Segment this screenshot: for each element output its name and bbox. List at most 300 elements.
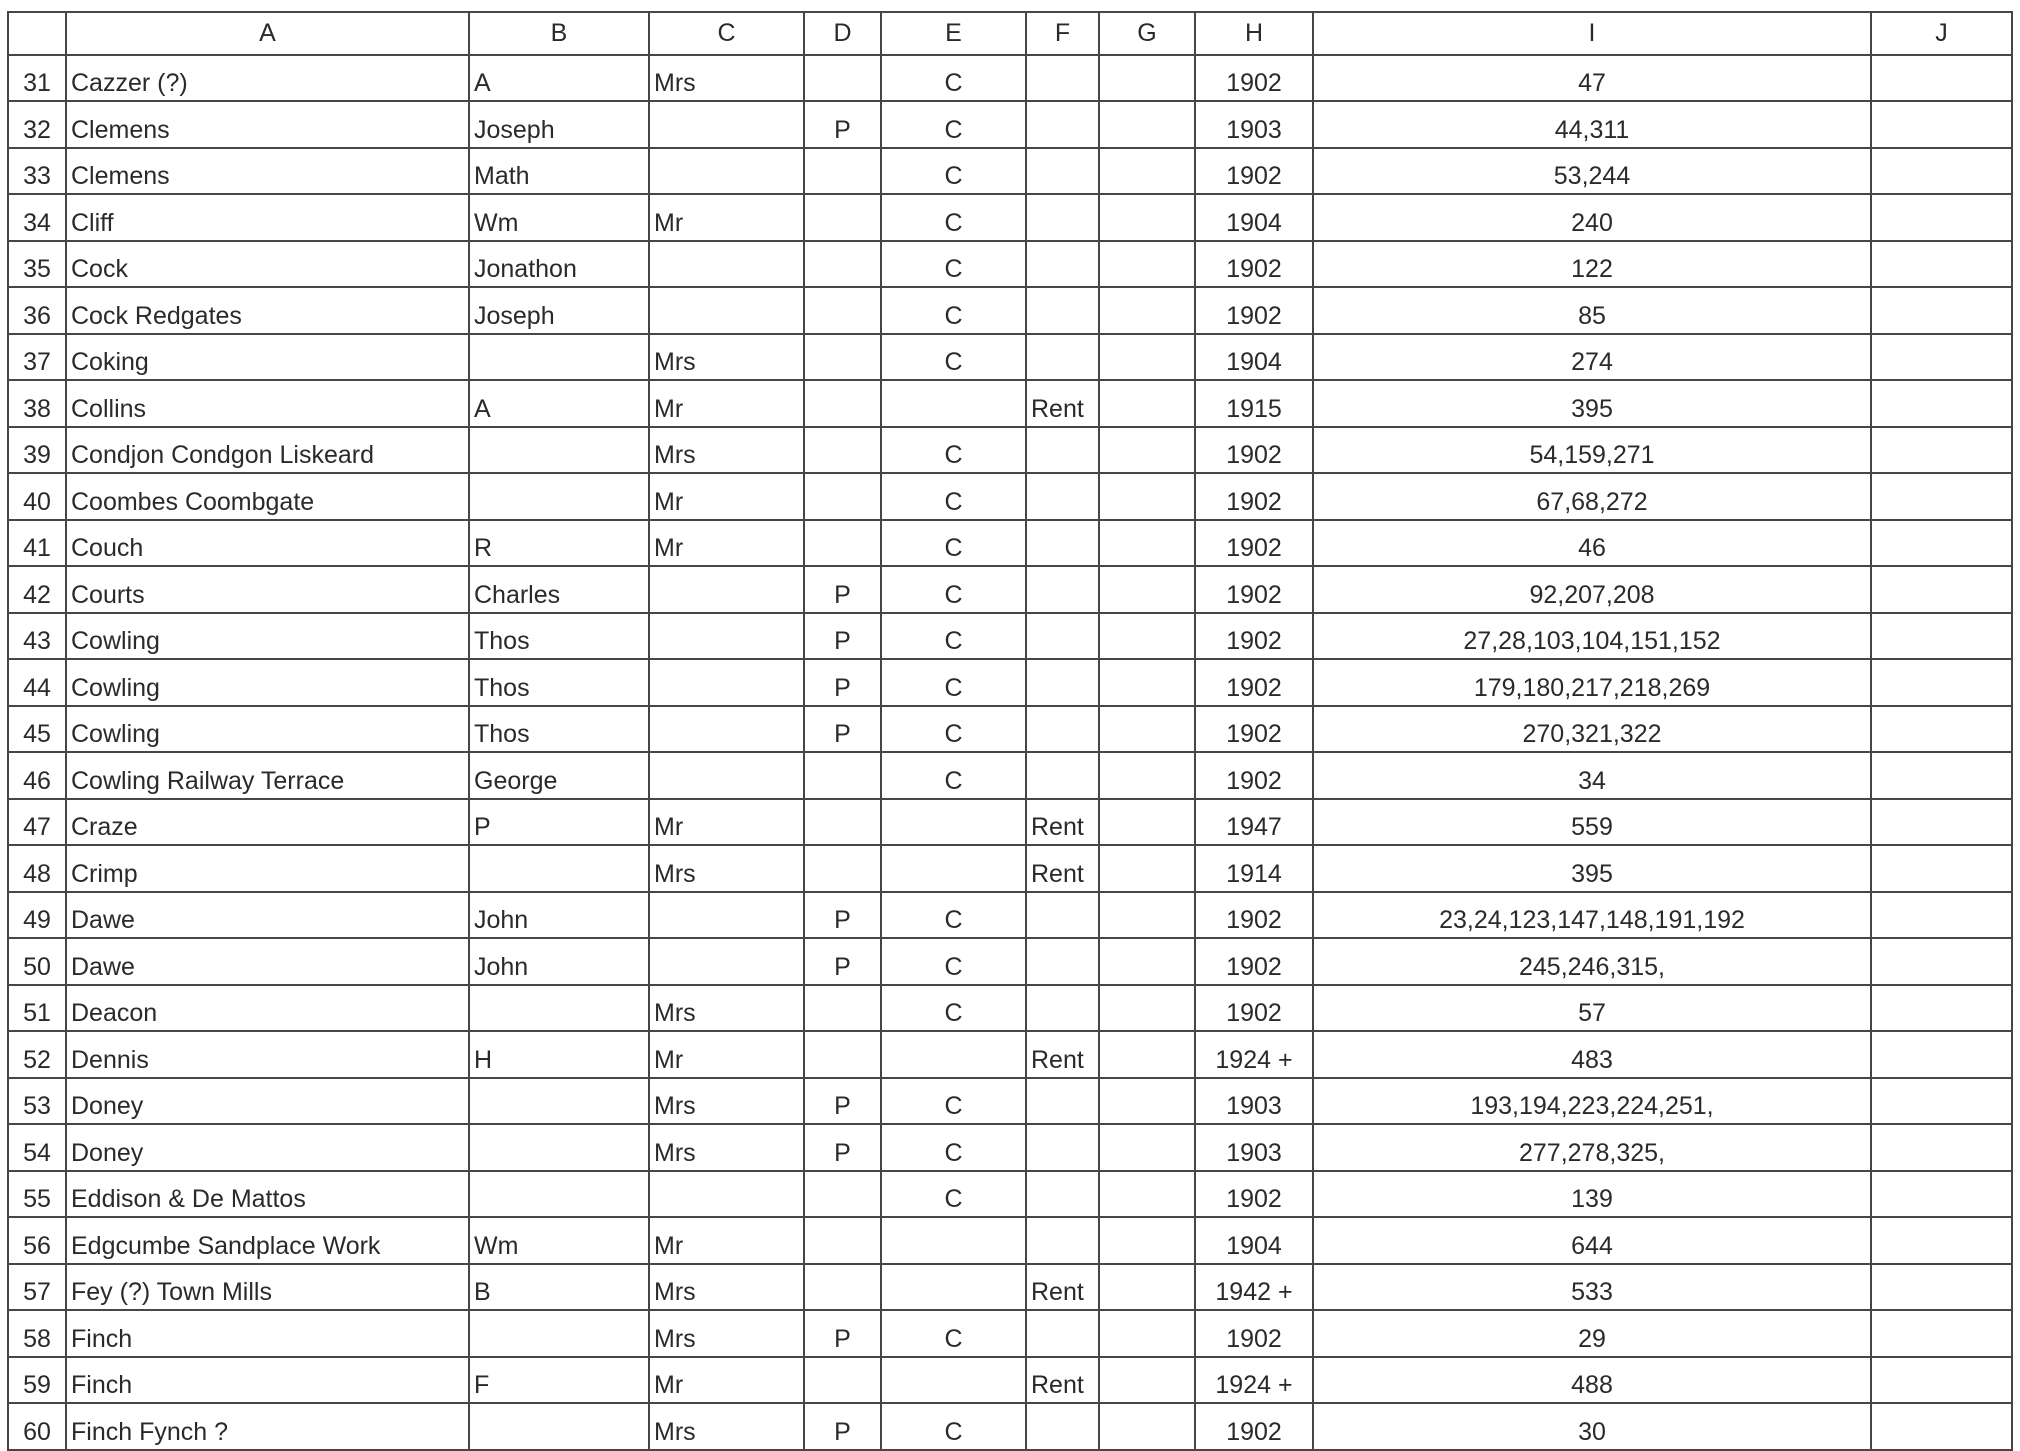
column-header-f[interactable]: F bbox=[1026, 12, 1099, 55]
cell-c[interactable]: Mrs bbox=[649, 845, 804, 892]
cell-d[interactable]: P bbox=[804, 101, 881, 148]
cell-j[interactable] bbox=[1871, 1078, 2012, 1125]
cell-h[interactable]: 1902 bbox=[1195, 938, 1313, 985]
cell-b[interactable]: F bbox=[469, 1357, 649, 1404]
cell-e[interactable]: C bbox=[881, 1403, 1026, 1450]
cell-e[interactable]: C bbox=[881, 194, 1026, 241]
cell-j[interactable] bbox=[1871, 659, 2012, 706]
row-number[interactable]: 60 bbox=[8, 1403, 66, 1450]
cell-j[interactable] bbox=[1871, 1124, 2012, 1171]
cell-b[interactable]: H bbox=[469, 1031, 649, 1078]
cell-g[interactable] bbox=[1099, 148, 1195, 195]
cell-j[interactable] bbox=[1871, 1264, 2012, 1311]
cell-i[interactable]: 644 bbox=[1313, 1217, 1871, 1264]
cell-c[interactable]: Mrs bbox=[649, 1078, 804, 1125]
cell-c[interactable]: Mr bbox=[649, 1031, 804, 1078]
cell-j[interactable] bbox=[1871, 101, 2012, 148]
row-number[interactable]: 31 bbox=[8, 55, 66, 102]
cell-h[interactable]: 1902 bbox=[1195, 659, 1313, 706]
cell-b[interactable] bbox=[469, 985, 649, 1032]
cell-i[interactable]: 533 bbox=[1313, 1264, 1871, 1311]
cell-j[interactable] bbox=[1871, 566, 2012, 613]
cell-f[interactable] bbox=[1026, 194, 1099, 241]
cell-c[interactable]: Mrs bbox=[649, 1124, 804, 1171]
cell-f[interactable] bbox=[1026, 241, 1099, 288]
cell-e[interactable]: C bbox=[881, 1124, 1026, 1171]
cell-b[interactable] bbox=[469, 1403, 649, 1450]
row-number[interactable]: 53 bbox=[8, 1078, 66, 1125]
cell-h[interactable]: 1903 bbox=[1195, 1124, 1313, 1171]
row-number[interactable]: 36 bbox=[8, 287, 66, 334]
cell-d[interactable] bbox=[804, 985, 881, 1032]
cell-b[interactable] bbox=[469, 473, 649, 520]
cell-j[interactable] bbox=[1871, 520, 2012, 567]
cell-a[interactable]: Couch bbox=[66, 520, 469, 567]
cell-j[interactable] bbox=[1871, 334, 2012, 381]
cell-h[interactable]: 1902 bbox=[1195, 1171, 1313, 1218]
row-number[interactable]: 54 bbox=[8, 1124, 66, 1171]
cell-e[interactable]: C bbox=[881, 566, 1026, 613]
cell-b[interactable] bbox=[469, 845, 649, 892]
cell-d[interactable] bbox=[804, 334, 881, 381]
cell-b[interactable] bbox=[469, 427, 649, 474]
cell-d[interactable] bbox=[804, 1264, 881, 1311]
cell-e[interactable]: C bbox=[881, 892, 1026, 939]
cell-a[interactable]: Eddison & De Mattos bbox=[66, 1171, 469, 1218]
cell-g[interactable] bbox=[1099, 938, 1195, 985]
cell-i[interactable]: 483 bbox=[1313, 1031, 1871, 1078]
cell-h[interactable]: 1915 bbox=[1195, 380, 1313, 427]
cell-g[interactable] bbox=[1099, 473, 1195, 520]
cell-c[interactable]: Mr bbox=[649, 520, 804, 567]
cell-b[interactable]: Thos bbox=[469, 613, 649, 660]
cell-h[interactable]: 1902 bbox=[1195, 287, 1313, 334]
cell-b[interactable] bbox=[469, 1310, 649, 1357]
cell-g[interactable] bbox=[1099, 241, 1195, 288]
cell-b[interactable]: P bbox=[469, 799, 649, 846]
cell-f[interactable] bbox=[1026, 706, 1099, 753]
cell-g[interactable] bbox=[1099, 287, 1195, 334]
cell-h[interactable]: 1914 bbox=[1195, 845, 1313, 892]
cell-e[interactable]: C bbox=[881, 241, 1026, 288]
cell-c[interactable] bbox=[649, 287, 804, 334]
cell-e[interactable]: C bbox=[881, 1310, 1026, 1357]
cell-b[interactable]: John bbox=[469, 892, 649, 939]
cell-h[interactable]: 1902 bbox=[1195, 706, 1313, 753]
cell-j[interactable] bbox=[1871, 241, 2012, 288]
cell-e[interactable] bbox=[881, 1031, 1026, 1078]
cell-a[interactable]: Coking bbox=[66, 334, 469, 381]
cell-g[interactable] bbox=[1099, 1264, 1195, 1311]
cell-e[interactable]: C bbox=[881, 427, 1026, 474]
cell-i[interactable]: 139 bbox=[1313, 1171, 1871, 1218]
row-number[interactable]: 32 bbox=[8, 101, 66, 148]
row-number[interactable]: 41 bbox=[8, 520, 66, 567]
cell-e[interactable]: C bbox=[881, 55, 1026, 102]
cell-a[interactable]: Fey (?) Town Mills bbox=[66, 1264, 469, 1311]
cell-j[interactable] bbox=[1871, 55, 2012, 102]
cell-a[interactable]: Clemens bbox=[66, 101, 469, 148]
cell-c[interactable] bbox=[649, 659, 804, 706]
cell-d[interactable] bbox=[804, 799, 881, 846]
cell-h[interactable]: 1902 bbox=[1195, 55, 1313, 102]
cell-a[interactable]: Finch bbox=[66, 1310, 469, 1357]
cell-g[interactable] bbox=[1099, 1217, 1195, 1264]
cell-g[interactable] bbox=[1099, 194, 1195, 241]
cell-e[interactable]: C bbox=[881, 659, 1026, 706]
cell-i[interactable]: 92,207,208 bbox=[1313, 566, 1871, 613]
cell-g[interactable] bbox=[1099, 752, 1195, 799]
cell-g[interactable] bbox=[1099, 706, 1195, 753]
cell-g[interactable] bbox=[1099, 845, 1195, 892]
cell-f[interactable]: Rent bbox=[1026, 380, 1099, 427]
cell-g[interactable] bbox=[1099, 613, 1195, 660]
row-number[interactable]: 59 bbox=[8, 1357, 66, 1404]
cell-e[interactable] bbox=[881, 799, 1026, 846]
cell-d[interactable] bbox=[804, 1217, 881, 1264]
cell-a[interactable]: Cock Redgates bbox=[66, 287, 469, 334]
cell-c[interactable] bbox=[649, 938, 804, 985]
cell-i[interactable]: 54,159,271 bbox=[1313, 427, 1871, 474]
cell-j[interactable] bbox=[1871, 427, 2012, 474]
cell-h[interactable]: 1902 bbox=[1195, 752, 1313, 799]
cell-g[interactable] bbox=[1099, 1171, 1195, 1218]
cell-i[interactable]: 559 bbox=[1313, 799, 1871, 846]
cell-c[interactable] bbox=[649, 148, 804, 195]
cell-d[interactable]: P bbox=[804, 892, 881, 939]
cell-b[interactable]: B bbox=[469, 1264, 649, 1311]
cell-h[interactable]: 1904 bbox=[1195, 194, 1313, 241]
cell-e[interactable]: C bbox=[881, 613, 1026, 660]
cell-a[interactable]: Crimp bbox=[66, 845, 469, 892]
cell-f[interactable] bbox=[1026, 55, 1099, 102]
cell-g[interactable] bbox=[1099, 659, 1195, 706]
cell-j[interactable] bbox=[1871, 799, 2012, 846]
cell-j[interactable] bbox=[1871, 706, 2012, 753]
cell-e[interactable]: C bbox=[881, 985, 1026, 1032]
cell-e[interactable]: C bbox=[881, 520, 1026, 567]
cell-c[interactable]: Mrs bbox=[649, 427, 804, 474]
cell-j[interactable] bbox=[1871, 938, 2012, 985]
cell-f[interactable] bbox=[1026, 566, 1099, 613]
cell-f[interactable]: Rent bbox=[1026, 1031, 1099, 1078]
cell-f[interactable] bbox=[1026, 520, 1099, 567]
cell-c[interactable]: Mrs bbox=[649, 1264, 804, 1311]
cell-d[interactable]: P bbox=[804, 613, 881, 660]
row-number[interactable]: 56 bbox=[8, 1217, 66, 1264]
cell-a[interactable]: Cowling bbox=[66, 706, 469, 753]
cell-d[interactable] bbox=[804, 845, 881, 892]
row-number[interactable]: 51 bbox=[8, 985, 66, 1032]
column-header-h[interactable]: H bbox=[1195, 12, 1313, 55]
column-header-e[interactable]: E bbox=[881, 12, 1026, 55]
column-header-g[interactable]: G bbox=[1099, 12, 1195, 55]
cell-f[interactable] bbox=[1026, 892, 1099, 939]
cell-c[interactable]: Mrs bbox=[649, 55, 804, 102]
cell-h[interactable]: 1902 bbox=[1195, 520, 1313, 567]
cell-i[interactable]: 29 bbox=[1313, 1310, 1871, 1357]
cell-h[interactable]: 1902 bbox=[1195, 427, 1313, 474]
row-number[interactable]: 50 bbox=[8, 938, 66, 985]
cell-g[interactable] bbox=[1099, 985, 1195, 1032]
cell-a[interactable]: Dawe bbox=[66, 938, 469, 985]
cell-b[interactable] bbox=[469, 1078, 649, 1125]
row-number[interactable]: 44 bbox=[8, 659, 66, 706]
cell-a[interactable]: Courts bbox=[66, 566, 469, 613]
cell-c[interactable] bbox=[649, 752, 804, 799]
cell-i[interactable]: 85 bbox=[1313, 287, 1871, 334]
cell-g[interactable] bbox=[1099, 1031, 1195, 1078]
cell-i[interactable]: 270,321,322 bbox=[1313, 706, 1871, 753]
cell-j[interactable] bbox=[1871, 985, 2012, 1032]
column-header-j[interactable]: J bbox=[1871, 12, 2012, 55]
cell-i[interactable]: 274 bbox=[1313, 334, 1871, 381]
cell-h[interactable]: 1902 bbox=[1195, 1403, 1313, 1450]
cell-i[interactable]: 46 bbox=[1313, 520, 1871, 567]
cell-c[interactable]: Mr bbox=[649, 799, 804, 846]
cell-b[interactable]: Jonathon bbox=[469, 241, 649, 288]
cell-j[interactable] bbox=[1871, 473, 2012, 520]
cell-j[interactable] bbox=[1871, 892, 2012, 939]
cell-b[interactable]: John bbox=[469, 938, 649, 985]
cell-g[interactable] bbox=[1099, 566, 1195, 613]
cell-d[interactable]: P bbox=[804, 938, 881, 985]
row-number[interactable]: 45 bbox=[8, 706, 66, 753]
cell-e[interactable]: C bbox=[881, 938, 1026, 985]
cell-c[interactable]: Mr bbox=[649, 473, 804, 520]
cell-i[interactable]: 53,244 bbox=[1313, 148, 1871, 195]
cell-f[interactable] bbox=[1026, 1078, 1099, 1125]
cell-i[interactable]: 395 bbox=[1313, 845, 1871, 892]
cell-a[interactable]: Doney bbox=[66, 1124, 469, 1171]
cell-d[interactable] bbox=[804, 520, 881, 567]
cell-c[interactable]: Mrs bbox=[649, 1310, 804, 1357]
cell-d[interactable]: P bbox=[804, 706, 881, 753]
cell-j[interactable] bbox=[1871, 1217, 2012, 1264]
cell-f[interactable] bbox=[1026, 427, 1099, 474]
column-header-d[interactable]: D bbox=[804, 12, 881, 55]
cell-d[interactable]: P bbox=[804, 1078, 881, 1125]
cell-i[interactable]: 122 bbox=[1313, 241, 1871, 288]
cell-f[interactable] bbox=[1026, 1217, 1099, 1264]
cell-b[interactable] bbox=[469, 1171, 649, 1218]
cell-f[interactable] bbox=[1026, 659, 1099, 706]
cell-e[interactable]: C bbox=[881, 473, 1026, 520]
cell-a[interactable]: Clemens bbox=[66, 148, 469, 195]
cell-g[interactable] bbox=[1099, 520, 1195, 567]
cell-g[interactable] bbox=[1099, 101, 1195, 148]
cell-c[interactable]: Mr bbox=[649, 1357, 804, 1404]
cell-e[interactable]: C bbox=[881, 1078, 1026, 1125]
cell-j[interactable] bbox=[1871, 845, 2012, 892]
cell-e[interactable]: C bbox=[881, 1171, 1026, 1218]
cell-c[interactable] bbox=[649, 613, 804, 660]
column-header-b[interactable]: B bbox=[469, 12, 649, 55]
cell-j[interactable] bbox=[1871, 194, 2012, 241]
cell-i[interactable]: 488 bbox=[1313, 1357, 1871, 1404]
cell-a[interactable]: Collins bbox=[66, 380, 469, 427]
cell-e[interactable] bbox=[881, 1357, 1026, 1404]
cell-d[interactable] bbox=[804, 194, 881, 241]
column-header-i[interactable]: I bbox=[1313, 12, 1871, 55]
cell-h[interactable]: 1902 bbox=[1195, 241, 1313, 288]
row-number[interactable]: 49 bbox=[8, 892, 66, 939]
cell-d[interactable] bbox=[804, 241, 881, 288]
cell-c[interactable]: Mr bbox=[649, 194, 804, 241]
cell-h[interactable]: 1902 bbox=[1195, 473, 1313, 520]
cell-d[interactable] bbox=[804, 1357, 881, 1404]
cell-f[interactable] bbox=[1026, 473, 1099, 520]
cell-h[interactable]: 1924 + bbox=[1195, 1031, 1313, 1078]
row-number[interactable]: 35 bbox=[8, 241, 66, 288]
cell-i[interactable]: 57 bbox=[1313, 985, 1871, 1032]
cell-i[interactable]: 23,24,123,147,148,191,192 bbox=[1313, 892, 1871, 939]
cell-a[interactable]: Cliff bbox=[66, 194, 469, 241]
cell-g[interactable] bbox=[1099, 1078, 1195, 1125]
cell-h[interactable]: 1902 bbox=[1195, 985, 1313, 1032]
cell-e[interactable]: C bbox=[881, 706, 1026, 753]
cell-c[interactable] bbox=[649, 101, 804, 148]
cell-c[interactable]: Mr bbox=[649, 1217, 804, 1264]
cell-c[interactable]: Mr bbox=[649, 380, 804, 427]
cell-a[interactable]: Dawe bbox=[66, 892, 469, 939]
cell-j[interactable] bbox=[1871, 287, 2012, 334]
cell-a[interactable]: Edgcumbe Sandplace Work bbox=[66, 1217, 469, 1264]
cell-h[interactable]: 1902 bbox=[1195, 566, 1313, 613]
cell-h[interactable]: 1904 bbox=[1195, 334, 1313, 381]
cell-i[interactable]: 67,68,272 bbox=[1313, 473, 1871, 520]
cell-a[interactable]: Cazzer (?) bbox=[66, 55, 469, 102]
cell-h[interactable]: 1947 bbox=[1195, 799, 1313, 846]
cell-d[interactable] bbox=[804, 1031, 881, 1078]
cell-c[interactable]: Mrs bbox=[649, 985, 804, 1032]
cell-f[interactable] bbox=[1026, 287, 1099, 334]
cell-a[interactable]: Finch bbox=[66, 1357, 469, 1404]
cell-b[interactable]: Charles bbox=[469, 566, 649, 613]
cell-f[interactable] bbox=[1026, 613, 1099, 660]
cell-f[interactable] bbox=[1026, 101, 1099, 148]
cell-b[interactable] bbox=[469, 1124, 649, 1171]
cell-a[interactable]: Doney bbox=[66, 1078, 469, 1125]
cell-e[interactable]: C bbox=[881, 287, 1026, 334]
cell-e[interactable]: C bbox=[881, 148, 1026, 195]
cell-j[interactable] bbox=[1871, 1171, 2012, 1218]
cell-e[interactable] bbox=[881, 1217, 1026, 1264]
cell-i[interactable]: 34 bbox=[1313, 752, 1871, 799]
cell-i[interactable]: 277,278,325, bbox=[1313, 1124, 1871, 1171]
cell-c[interactable] bbox=[649, 241, 804, 288]
cell-d[interactable] bbox=[804, 427, 881, 474]
cell-e[interactable]: C bbox=[881, 101, 1026, 148]
cell-f[interactable] bbox=[1026, 1171, 1099, 1218]
cell-f[interactable]: Rent bbox=[1026, 845, 1099, 892]
cell-b[interactable]: R bbox=[469, 520, 649, 567]
cell-g[interactable] bbox=[1099, 1357, 1195, 1404]
cell-j[interactable] bbox=[1871, 1357, 2012, 1404]
row-number[interactable]: 42 bbox=[8, 566, 66, 613]
cell-f[interactable] bbox=[1026, 334, 1099, 381]
cell-b[interactable]: Thos bbox=[469, 706, 649, 753]
cell-j[interactable] bbox=[1871, 1031, 2012, 1078]
row-number[interactable]: 40 bbox=[8, 473, 66, 520]
cell-g[interactable] bbox=[1099, 334, 1195, 381]
cell-e[interactable] bbox=[881, 380, 1026, 427]
cell-b[interactable]: Thos bbox=[469, 659, 649, 706]
cell-b[interactable]: A bbox=[469, 380, 649, 427]
cell-j[interactable] bbox=[1871, 752, 2012, 799]
row-number[interactable]: 34 bbox=[8, 194, 66, 241]
cell-b[interactable]: Math bbox=[469, 148, 649, 195]
cell-g[interactable] bbox=[1099, 1124, 1195, 1171]
cell-e[interactable] bbox=[881, 845, 1026, 892]
row-number[interactable]: 55 bbox=[8, 1171, 66, 1218]
cell-d[interactable] bbox=[804, 380, 881, 427]
cell-b[interactable]: George bbox=[469, 752, 649, 799]
corner-cell[interactable] bbox=[8, 12, 66, 55]
row-number[interactable]: 33 bbox=[8, 148, 66, 195]
cell-h[interactable]: 1902 bbox=[1195, 892, 1313, 939]
cell-j[interactable] bbox=[1871, 380, 2012, 427]
cell-f[interactable]: Rent bbox=[1026, 799, 1099, 846]
cell-d[interactable] bbox=[804, 55, 881, 102]
cell-b[interactable]: Wm bbox=[469, 1217, 649, 1264]
cell-d[interactable]: P bbox=[804, 1403, 881, 1450]
cell-f[interactable] bbox=[1026, 938, 1099, 985]
row-number[interactable]: 52 bbox=[8, 1031, 66, 1078]
cell-f[interactable] bbox=[1026, 1403, 1099, 1450]
cell-c[interactable] bbox=[649, 1171, 804, 1218]
row-number[interactable]: 37 bbox=[8, 334, 66, 381]
cell-a[interactable]: Dennis bbox=[66, 1031, 469, 1078]
cell-i[interactable]: 395 bbox=[1313, 380, 1871, 427]
cell-e[interactable]: C bbox=[881, 334, 1026, 381]
cell-f[interactable]: Rent bbox=[1026, 1357, 1099, 1404]
cell-f[interactable] bbox=[1026, 752, 1099, 799]
cell-i[interactable]: 44,311 bbox=[1313, 101, 1871, 148]
cell-j[interactable] bbox=[1871, 1403, 2012, 1450]
row-number[interactable]: 47 bbox=[8, 799, 66, 846]
cell-g[interactable] bbox=[1099, 799, 1195, 846]
cell-i[interactable]: 245,246,315, bbox=[1313, 938, 1871, 985]
cell-h[interactable]: 1902 bbox=[1195, 613, 1313, 660]
row-number[interactable]: 39 bbox=[8, 427, 66, 474]
cell-c[interactable] bbox=[649, 892, 804, 939]
row-number[interactable]: 43 bbox=[8, 613, 66, 660]
cell-d[interactable] bbox=[804, 1171, 881, 1218]
cell-h[interactable]: 1903 bbox=[1195, 1078, 1313, 1125]
cell-g[interactable] bbox=[1099, 380, 1195, 427]
row-number[interactable]: 58 bbox=[8, 1310, 66, 1357]
cell-h[interactable]: 1903 bbox=[1195, 101, 1313, 148]
cell-d[interactable] bbox=[804, 287, 881, 334]
cell-d[interactable]: P bbox=[804, 1310, 881, 1357]
cell-d[interactable]: P bbox=[804, 1124, 881, 1171]
column-header-c[interactable]: C bbox=[649, 12, 804, 55]
cell-g[interactable] bbox=[1099, 427, 1195, 474]
cell-j[interactable] bbox=[1871, 613, 2012, 660]
cell-g[interactable] bbox=[1099, 55, 1195, 102]
cell-b[interactable]: A bbox=[469, 55, 649, 102]
cell-a[interactable]: Cowling bbox=[66, 613, 469, 660]
cell-i[interactable]: 30 bbox=[1313, 1403, 1871, 1450]
cell-c[interactable] bbox=[649, 566, 804, 613]
cell-f[interactable] bbox=[1026, 148, 1099, 195]
cell-e[interactable] bbox=[881, 1264, 1026, 1311]
cell-a[interactable]: Craze bbox=[66, 799, 469, 846]
cell-g[interactable] bbox=[1099, 1310, 1195, 1357]
cell-d[interactable]: P bbox=[804, 566, 881, 613]
row-number[interactable]: 38 bbox=[8, 380, 66, 427]
